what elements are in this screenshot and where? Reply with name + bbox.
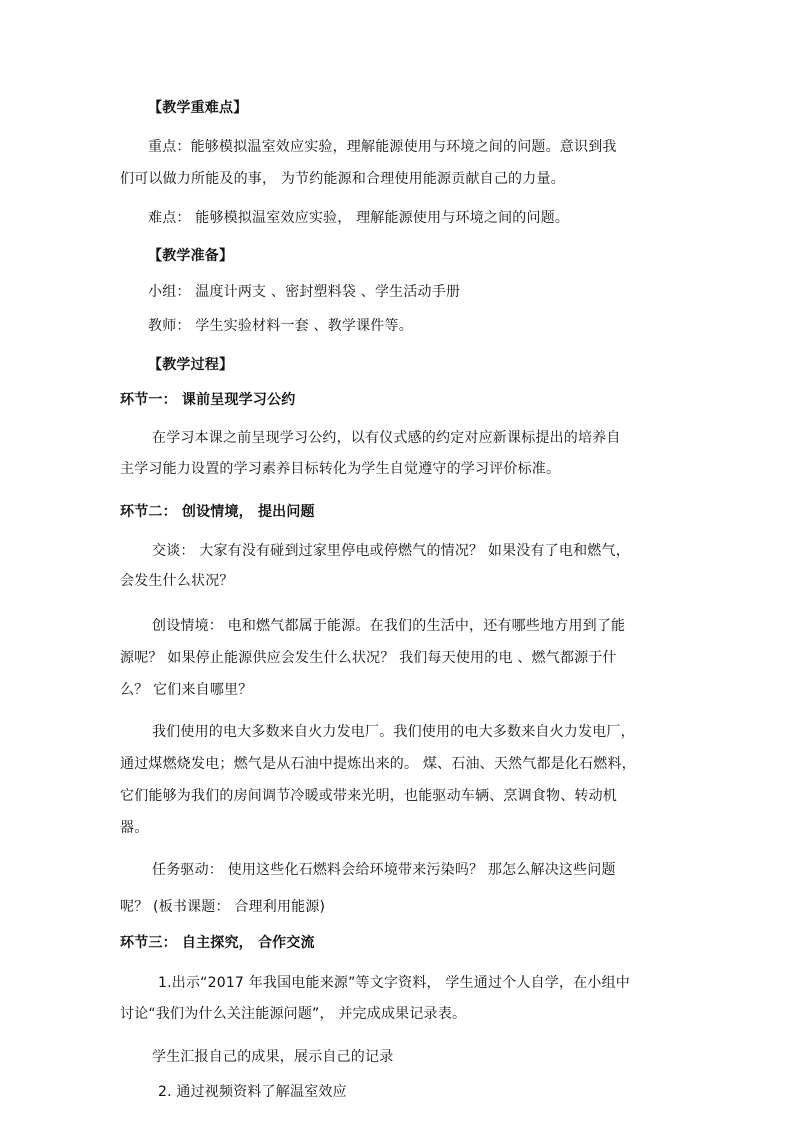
process-heading: 【教学过程】 xyxy=(148,357,234,373)
scene-line2: 源呢？ 如果停止能源供应会发生什么状况？ 我们每天使用的电 、燃气都源于什 xyxy=(120,650,617,666)
step3-item1-line1: 1.出示“2017 年我国电能来源”等文字资料， 学生通过个人自学，在小组中 xyxy=(158,975,630,991)
scene-line1: 创设情境： 电和燃气都属于能源。在我们的生活中，还有哪些地方用到了能 xyxy=(152,618,626,634)
task-line2: 呢？ (板书课题： 合理利用能源) xyxy=(120,899,326,915)
step1-paragraph-line2: 主学习能力设置的学习素养目标转化为学生自觉遵守的学习评价标准。 xyxy=(120,461,561,477)
step3-item2: 2. 通过视频资料了解温室效应 xyxy=(158,1084,347,1100)
task-line1: 任务驱动： 使用这些化石燃料会给环境带来污染吗？ 那怎么解决这些问题 xyxy=(152,862,616,878)
key-point-text-line2: 们可以做力所能及的事， 为节约能源和合理使用能源贡献自己的力量。 xyxy=(120,171,565,187)
prep-heading: 【教学准备】 xyxy=(148,248,234,264)
step3-title: 环节三： 自主探究， 合作交流 xyxy=(120,935,315,951)
talk-line2: 会发生什么状况？ xyxy=(120,573,234,589)
key-points-heading: 【教学重难点】 xyxy=(148,100,248,116)
difficulty-text: 难点： 能够模拟温室效应实验， 理解能源使用与环境之间的问题。 xyxy=(148,210,570,226)
scene-line3: 么？ 它们来自哪里？ xyxy=(120,682,253,698)
energy-use-line3: 它们能够为我们的房间调节冷暖或带来光明，也能驱动车辆、烹调食物、转动机 xyxy=(120,788,617,804)
step3-item1-line2: 讨论“我们为什么关注能源问题”， 并完成成果记录表。 xyxy=(120,1006,467,1022)
energy-use-line4: 器。 xyxy=(120,820,149,836)
step1-title: 环节一： 课前呈现学习公约 xyxy=(120,392,296,408)
step2-title: 环节二： 创设情境， 提出问题 xyxy=(120,504,315,520)
step1-paragraph-line1: 在学习本课之前呈现学习公约，以有仪式感的约定对应新课标提出的培养自 xyxy=(152,430,621,446)
energy-use-line2: 通过煤燃烧发电；燃气是从石油中提炼出来的。 煤、石油、天然气都是化石燃料， xyxy=(120,756,636,772)
step3-report: 学生汇报自己的成果，展示自己的记录 xyxy=(152,1049,394,1065)
prep-teacher-text: 教师： 学生实验材料一套 、教学课件等。 xyxy=(148,318,413,334)
talk-line1: 交谈： 大家有没有碰到过家里停电或停燃气的情况？ 如果没有了电和燃气， xyxy=(152,543,630,559)
prep-group-text: 小组： 温度计两支 、密封塑料袋 、学生活动手册 xyxy=(148,284,461,300)
key-point-text-line1: 重点：能够模拟温室效应实验，理解能源使用与环境之间的问题。意识到我 xyxy=(148,139,617,155)
energy-use-line1: 我们使用的电大多数来自火力发电厂。我们使用的电大多数来自火力发电厂， xyxy=(152,724,635,740)
